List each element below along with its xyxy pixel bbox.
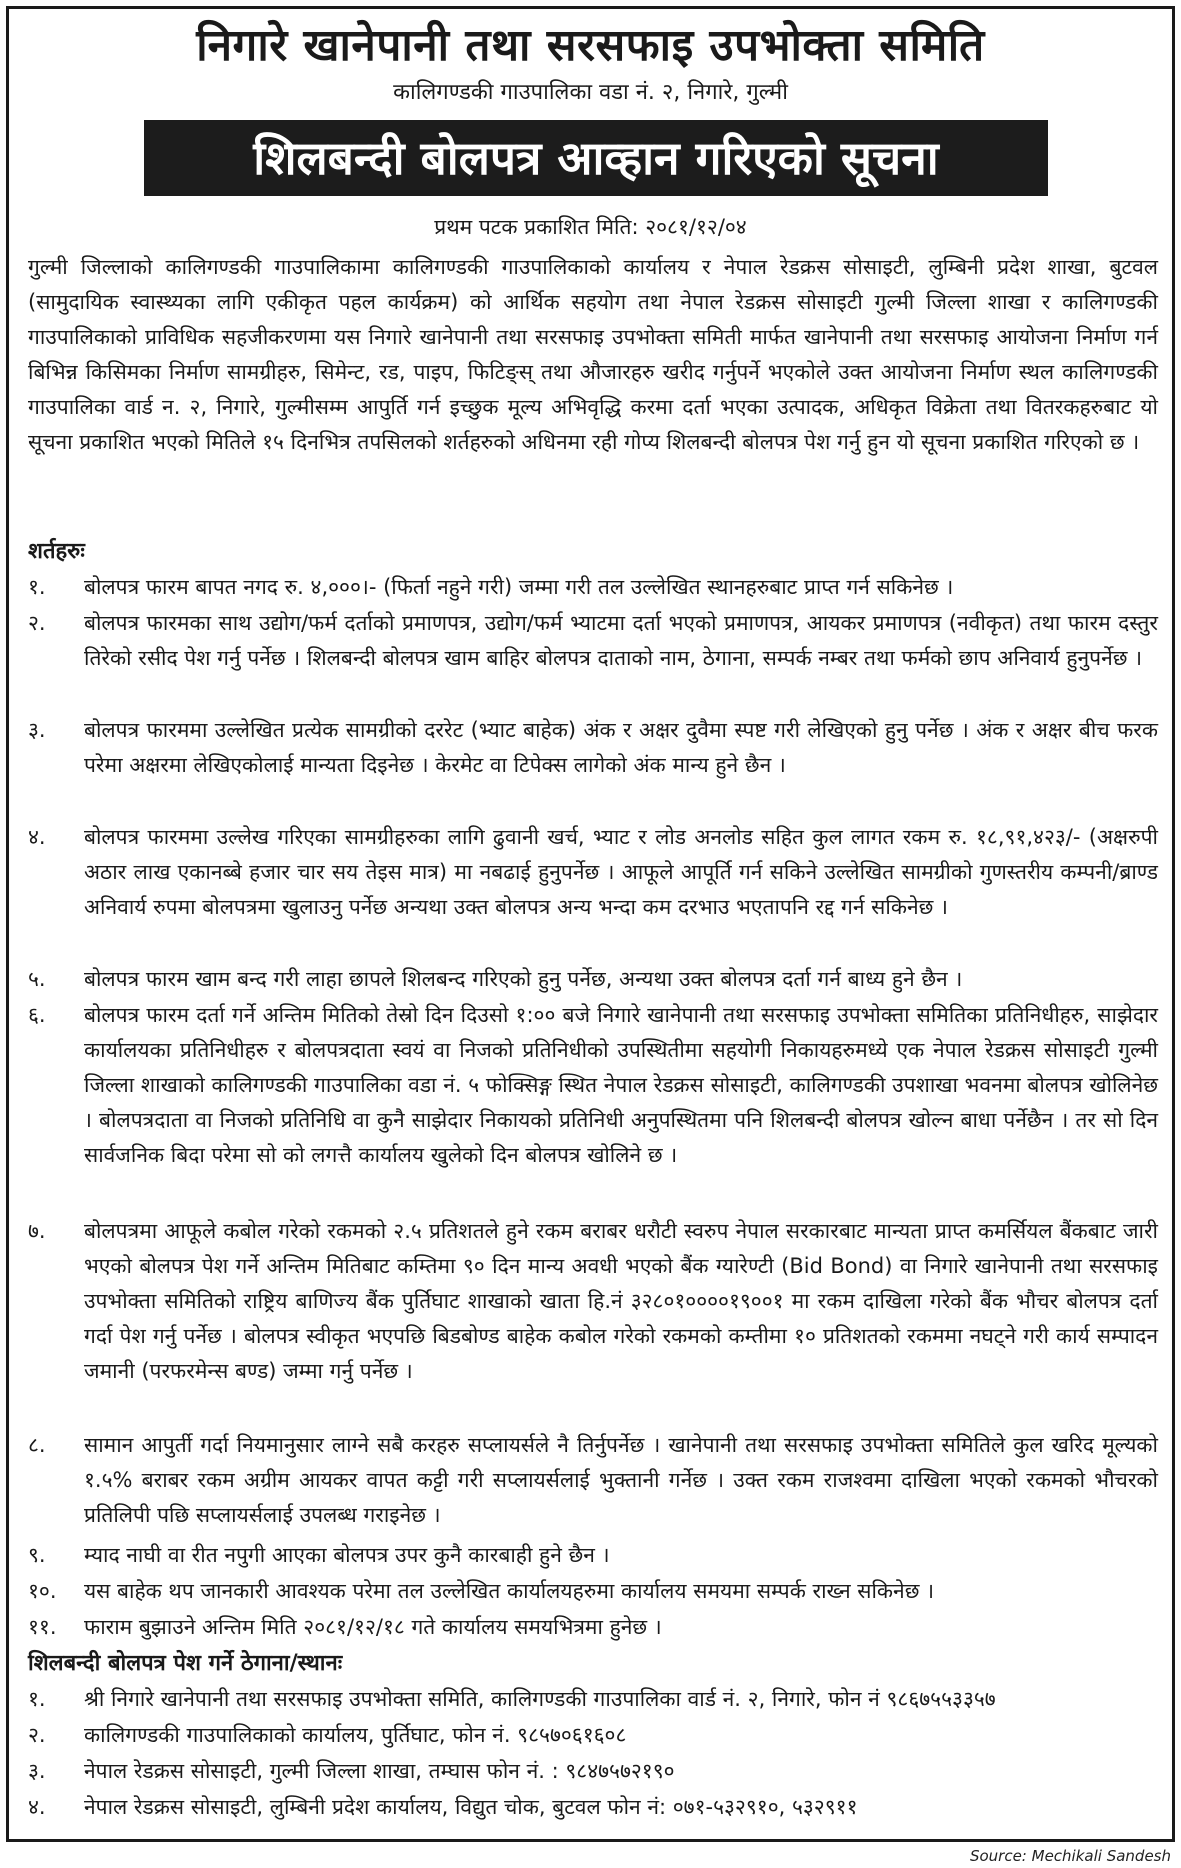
condition-text: बोलपत्रमा आफूले कबोल गरेको रकमको २.५ प्रतिशतले हुने रकम बराबर धरौटी स्वरुप नेपाल सरकारबाट मान्यता प्राप्त कमर्सियल बैंकबाट जारी भएको बोलपत्र पेश गर्ने अन्तिम मितिबाट कम्तिमा ९० दिन मान्य अवधी भएको बैंक ग्यारेण्टी (Bid Bond) वा निगारे खानेपानी तथा सरसफाइ उपभोक्ता समितिको राष्ट्रिय बाणिज्य बैंक पुर्तिघाट शाखाको खाता हि.नं ३२८०१००००१९००१ मा रकम दाखिला गरेको बैंक भौचर बोलपत्र दर्ता गर्दा पेश गर्नु पर्नेछ । बोलपत्र स्वीकृत भएपछि बिडबोण्ड बाहेक कबोल गरेको रकमको कम्तीमा १० प्रतिशतको रकममा नघट्ने गरी कार्य सम्पादन जमानी (परफरमेन्स बण्ड) जम्मा गर्नु पर्नेछ । — [84, 1219, 1158, 1383]
condition-number: १. — [28, 575, 46, 599]
condition-item — [28, 606, 1158, 676]
address-item — [28, 1718, 1158, 1752]
address-text: नेपाल रेडक्रस सोसाइटी, गुल्मी जिल्ला शाखा, तम्घास फोन नं. : ९८४७५७२१९० — [84, 1759, 675, 1783]
source-credit: Source: Mechikali Sandesh — [969, 1847, 1171, 1865]
condition-number: ३. — [28, 718, 46, 742]
condition-text: यस बाहेक थप जानकारी आवश्यक परेमा तल उल्लेखित कार्यालयहरुमा कार्यालय समयमा सम्पर्क राख्न सकिनेछ । — [84, 1579, 935, 1603]
condition-number: २. — [28, 611, 46, 635]
conditions-heading: शर्तहरुः — [28, 539, 85, 564]
condition-text: म्याद नाघी वा रीत नपुगी आएका बोलपत्र उपर कुनै कारबाही हुने छैन । — [84, 1543, 610, 1567]
publish-date: प्रथम पटक प्रकाशित मिति: २०८१/१२/०४ — [434, 215, 747, 239]
condition-item — [28, 962, 1158, 997]
condition-text: बोलपत्र फारमका साथ उद्योग/फर्म दर्ताको प्रमाणपत्र, उद्योग/फर्म भ्याटमा दर्ता भएको प्रमाणपत्र, आयकर प्रमाणपत्र (नवीकृत) तथा फारम दस्तुर तिरेको रसीद पेश गर्नु पर्नेछ । शिलबन्दी बोलपत्र खाम बाहिर बोलपत्र दाताको नाम, ठेगाना, सम्पर्क नम्बर तथा फर्मको छाप अनिवार्य हुनुपर्नेछ । — [84, 611, 1158, 670]
address-number: ४. — [28, 1795, 46, 1819]
condition-text: सामान आपुर्ती गर्दा नियमानुसार लाग्ने सबै करहरु सप्लायर्सले नै तिर्नुपर्नेछ । खानेपानी तथा सरसफाइ उपभोक्ता समितिले कुल खरिद मूल्यको १.५% बराबर रकम अग्रीम आयकर वापत कट्टी गरी सप्लायर्सलाई भुक्तानी गर्नेछ । उक्त रकम राजश्वमा दाखिला भएको रकमको भौचरको प्रतिलिपी पछि सप्लायर्सलाई उपलब्ध गराइनेछ । — [84, 1433, 1158, 1527]
condition-number: ८. — [28, 1433, 46, 1457]
condition-number: ६. — [28, 1003, 46, 1027]
condition-item — [28, 1574, 1158, 1609]
condition-item — [28, 570, 1158, 605]
notice-title-banner: शिलबन्दी बोलपत्र आव्हान गरिएको सूचना — [144, 120, 1048, 196]
address-item — [28, 1754, 1158, 1788]
condition-item — [28, 1214, 1158, 1389]
condition-text: बोलपत्र फारम बापत नगद रु. ४,०००।- (फिर्ता नहुने गरी) जम्मा गरी तल उल्लेखित स्थानहरुबाट प्राप्त गर्न सकिनेछ । — [84, 575, 954, 599]
address-heading: शिलबन्दी बोलपत्र पेश गर्ने ठेगाना/स्थानः — [28, 1651, 343, 1676]
organization-address: कालिगण्डकी गाउपालिका वडा नं. २, निगारे, गुल्मी — [393, 80, 788, 105]
address-item — [28, 1790, 1158, 1824]
address-number: ३. — [28, 1759, 46, 1783]
address-text: कालिगण्डकी गाउपालिकाको कार्यालय, पुर्तिघाट, फोन नं. ९८५७०६१६०८ — [84, 1723, 627, 1747]
condition-item — [28, 998, 1158, 1173]
address-number: २. — [28, 1723, 46, 1747]
condition-number: ७. — [28, 1219, 46, 1243]
condition-text: बोलपत्र फारम दर्ता गर्ने अन्तिम मितिको तेस्रो दिन दिउसो १:०० बजे निगारे खानेपानी तथा सरसफाइ उपभोक्ता समितिका प्रतिनिधीहरु, साझेदार कार्यालयका प्रतिनिधीहरु र बोलपत्रदाता स्वयं वा निजको प्रतिनिधीको उपस्थितीमा सहयोगी निकायहरुमध्ये एक नेपाल रेडक्रस सोसाइटी गुल्मी जिल्ला शाखाको कालिगण्डकी गाउपालिका वडा नं. ५ फोक्सिङ्ग स्थित नेपाल रेडक्रस सोसाइटी, कालिगण्डकी उपशाखा भवनमा बोलपत्र खोलिनेछ । बोलपत्रदाता वा निजको प्रतिनिधि वा कुनै साझेदार निकायको प्रतिनिधी अनुपस्थितमा पनि शिलबन्दी बोलपत्र खोल्न बाधा पर्नेछैन । तर सो दिन सार्वजनिक बिदा परेमा सो को लगत्तै कार्यालय खुलेको दिन बोलपत्र खोलिने छ । — [84, 1003, 1158, 1167]
condition-number: ५. — [28, 967, 46, 991]
condition-text: बोलपत्र फारम खाम बन्द गरी लाहा छापले शिलबन्द गरिएको हुनु पर्नेछ, अन्यथा उक्त बोलपत्र दर्ता गर्न बाध्य हुने छैन । — [84, 967, 963, 991]
condition-number: ४. — [28, 825, 46, 849]
condition-text: फाराम बुझाउने अन्तिम मिति २०८१/१२/१८ गते कार्यालय समयभित्रमा हुनेछ । — [84, 1615, 662, 1639]
condition-number: ११. — [28, 1615, 57, 1639]
condition-item — [28, 1538, 1158, 1573]
address-number: १. — [28, 1687, 46, 1711]
address-text: नेपाल रेडक्रस सोसाइटी, लुम्बिनी प्रदेश कार्यालय, विद्युत चोक, बुटवल फोन नं: ०७१-५३२९१०, ५३२९११ — [84, 1795, 858, 1819]
condition-item — [28, 713, 1158, 783]
condition-text: बोलपत्र फारममा उल्लेख गरिएका सामग्रीहरुका लागि ढुवानी खर्च, भ्याट र लोड अनलोड सहित कुल लागत रकम रु. १८,९१,४२३/- (अक्षरुपी अठार लाख एकानब्बे हजार चार सय तेइस मात्र) मा नबढाई हुनुपर्नेछ । आफूले आपूर्ति गर्न सकिने उल्लेखित सामग्रीको गुणस्तरीय कम्पनी/ब्राण्ड अनिवार्य रुपमा बोलपत्रमा खुलाउनु पर्नेछ अन्यथा उक्त बोलपत्र अन्य भन्दा कम दरभाउ भएतापनि रद्द गर्न सकिनेछ । — [84, 825, 1158, 919]
condition-item — [28, 1428, 1158, 1533]
condition-number: ९. — [28, 1543, 46, 1567]
condition-text: बोलपत्र फारममा उल्लेखित प्रत्येक सामग्रीको दररेट (भ्याट बाहेक) अंक र अक्षर दुवैमा स्पष्ट गरी लेखिएको हुनु पर्नेछ । अंक र अक्षर बीच फरक परेमा अक्षरमा लेखिएकोलाई मान्यता दिइनेछ । केरमेट वा टिपेक्स लागेको अंक मान्य हुने छैन । — [84, 718, 1158, 777]
intro-paragraph: गुल्मी जिल्लाको कालिगण्डकी गाउपालिकामा कालिगण्डकी गाउपालिकाको कार्यालय र नेपाल रेडक्रस सोसाइटी, लुम्बिनी प्रदेश शाखा, बुटवल (सामुदायिक स्वास्थ्यका लागि एकीकृत पहल कार्यक्रम) को आर्थिक सहयोग तथा नेपाल रेडक्रस सोसाइटी गुल्मी जिल्ला शाखा र कालिगण्डकी गाउपालिकाको प्राविधिक सहजीकरणमा यस निगारे खानेपानी तथा सरसफाइ उपभोक्ता समिती मार्फत खानेपानी तथा सरसफाइ आयोजना निर्माण गर्न बिभिन्न किसिमका निर्माण सामग्रीहरु, सिमेन्ट, रड, पाइप, फिटिङ्स् तथा औजारहरु खरीद गर्नुपर्ने भएकोले उक्त आयोजना निर्माण स्थल कालिगण्डकी गाउपालिका वार्ड न. २, निगारे, गुल्मीसम्म आपुर्ति गर्न इच्छुक मूल्य अभिवृद्धि करमा दर्ता भएका उत्पादक, अधिकृत विक्रेता तथा वितरकहरुबाट यो सूचना प्रकाशित भएको मितिले १५ दिनभित्र तपसिलको शर्तहरुको अधिनमा रही गोप्य शिलबन्दी बोलपत्र पेश गर्नु हुन यो सूचना प्रकाशित गरिएको छ । — [28, 255, 1158, 454]
condition-item — [28, 820, 1158, 925]
condition-item — [28, 1610, 1158, 1645]
condition-number: १०. — [28, 1579, 57, 1603]
address-text: श्री निगारे खानेपानी तथा सरसफाइ उपभोक्ता समिति, कालिगण्डकी गाउपालिका वार्ड नं. २, निगारे, फोन नं ९८६७५५३३५७ — [84, 1687, 996, 1711]
address-item — [28, 1682, 1158, 1716]
organization-name: निगारे खानेपानी तथा सरसफाइ उपभोक्ता समिति — [196, 20, 985, 71]
